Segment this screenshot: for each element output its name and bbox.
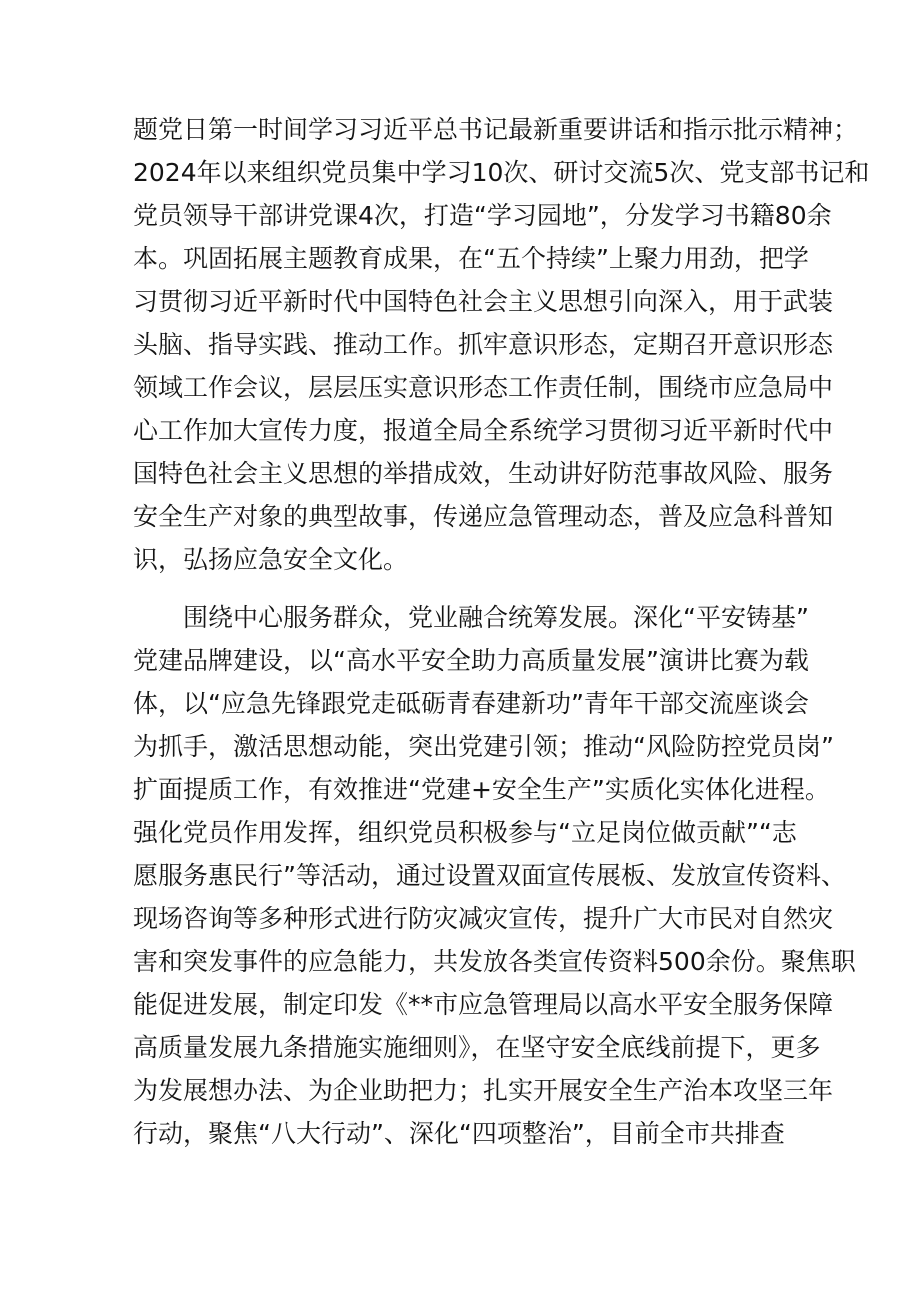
text-line: 为发展想办法、为企业助把力；扎实开展安全生产治本攻坚三年 bbox=[133, 1076, 834, 1105]
text-line: 高质量发展九条措施实施细则》，在坚守安全底线前提下，更多 bbox=[133, 1033, 821, 1062]
document-body bbox=[133, 108, 870, 1155]
text-line: 扩面提质工作，有效推进“党建+安全生产”实质化实体化进程。 bbox=[133, 775, 830, 804]
text-line: 愿服务惠民行”等活动，通过设置双面宣传展板、发放宣传资料、 bbox=[133, 861, 846, 890]
text-line: 本。巩固拓展主题教育成果，在“五个持续”上聚力用劲，把学 bbox=[133, 244, 809, 273]
text-line: 国特色社会主义思想的举措成效，生动讲好防范事故风险、服务 bbox=[133, 459, 834, 488]
text-line: 2024年以来组织党员集中学习10次、研讨交流5次、党支部书记和 bbox=[133, 158, 870, 187]
text-line: 头脑、指导实践、推动工作。抓牢意识形态，定期召开意识形态 bbox=[133, 330, 834, 359]
paragraph-2 bbox=[133, 596, 856, 1155]
text-line: 党员领导干部讲党课4次，打造“学习园地”，分发学习书籍80余 bbox=[133, 201, 832, 230]
text-line: 为抓手，激活思想动能，突出党建引领；推动“风险防控党员岗” bbox=[133, 732, 834, 761]
text-line: 题党日第一时间学习习近平总书记最新重要讲话和指示批示精神； bbox=[133, 115, 859, 144]
text-line: 强化党员作用发挥，组织党员积极参与“立足岗位做贡献”“志 bbox=[133, 818, 797, 847]
text-line: 识，弘扬应急安全文化。 bbox=[133, 545, 409, 574]
text-line: 害和突发事件的应急能力，共发放各类宣传资料500余份。聚焦职 bbox=[133, 947, 856, 976]
text-line: 行动，聚焦“八大行动”、深化“四项整治”，目前全市共排查 bbox=[133, 1119, 785, 1148]
text-line: 领域工作会议，层层压实意识形态工作责任制，围绕市应急局中 bbox=[133, 373, 834, 402]
text-line: 能促进发展，制定印发《**市应急管理局以高水平安全服务保障 bbox=[133, 990, 834, 1019]
text-line: 围绕中心服务群众，党业融合统筹发展。深化“平安铸基” bbox=[183, 603, 809, 632]
text-line: 习贯彻习近平新时代中国特色社会主义思想引向深入，用于武装 bbox=[133, 287, 834, 316]
text-line: 党建品牌建设，以“高水平安全助力高质量发展”演讲比赛为载 bbox=[133, 646, 809, 675]
paragraph-gap bbox=[133, 581, 803, 596]
text-line: 心工作加大宣传力度，报道全局全系统学习贯彻习近平新时代中 bbox=[133, 416, 834, 445]
text-line: 安全生产对象的典型故事，传递应急管理动态，普及应急科普知 bbox=[133, 502, 834, 531]
paragraph-1 bbox=[133, 108, 870, 581]
text-line: 体，以“应急先锋跟党走砥砺青春建新功”青年干部交流座谈会 bbox=[133, 689, 809, 718]
text-line: 现场咨询等多种形式进行防灾减灾宣传，提升广大市民对自然灾 bbox=[133, 904, 834, 933]
